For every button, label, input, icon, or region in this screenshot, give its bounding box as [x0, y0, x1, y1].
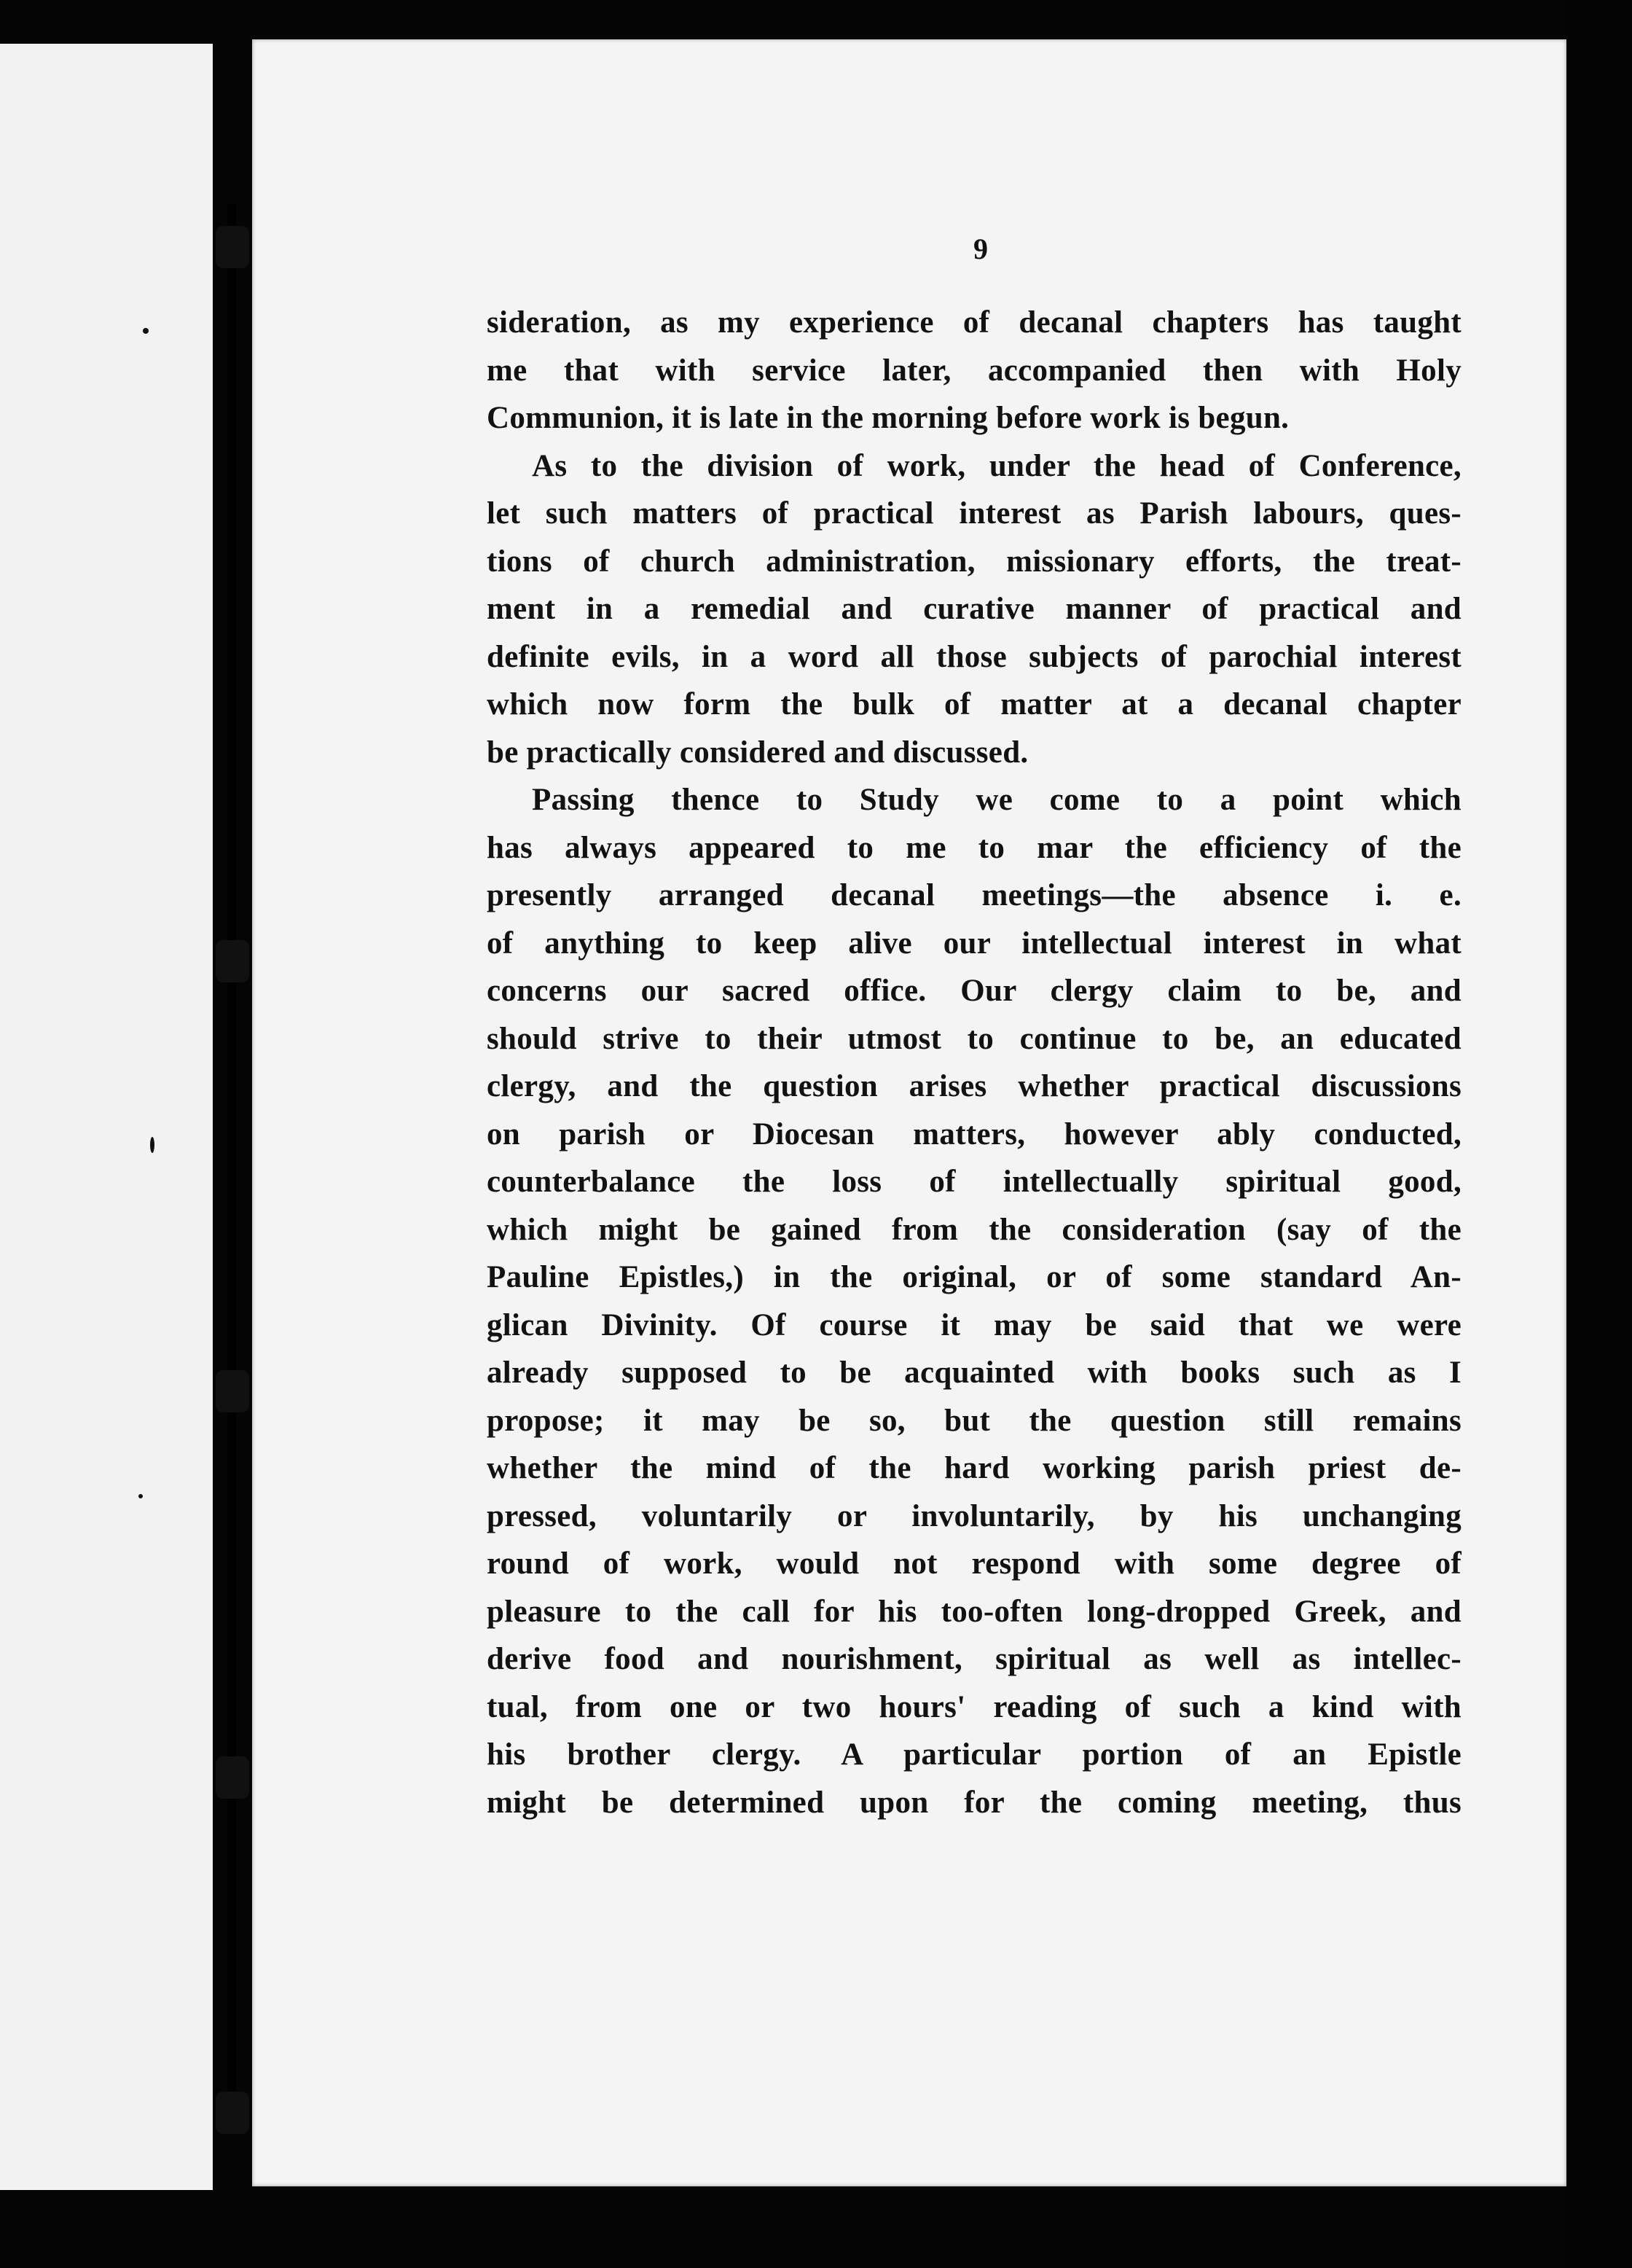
text-line: ment in a remedial and curative manner of practical and [487, 592, 1462, 626]
text-line: me that with service later, accompanied then with Holy [487, 353, 1462, 388]
text-line: on parish or Diocesan matters, however ably conducted, [487, 1117, 1462, 1151]
text-line: pressed, voluntarily or involuntarily, by his unchanging [487, 1498, 1462, 1533]
left-facing-page [0, 44, 213, 2190]
text-line: might be determined upon for the coming meeting, thus [487, 1785, 1462, 1820]
text-line: As to the division of work, under the head of Conference, [532, 448, 1462, 483]
text-line: has always appeared to me to mar the efficiency of the [487, 830, 1462, 865]
ink-speck [150, 1137, 154, 1153]
body-text [487, 299, 1462, 1826]
text-line: derive food and nourishment, spiritual as well as intellec- [487, 1642, 1462, 1676]
binding-stitch [216, 1756, 249, 1799]
binding-stitch [216, 226, 249, 268]
binding-stitch [216, 2092, 249, 2134]
text-line: his brother clergy. A particular portion of an Epistle [487, 1737, 1462, 1772]
page-number: 9 [973, 232, 988, 265]
text-line: be practically considered and discussed. [487, 735, 1029, 770]
text-line: propose; it may be so, but the question still remains [487, 1403, 1462, 1438]
text-line: pleasure to the call for his too-often long-dropped Greek, and [487, 1594, 1462, 1629]
text-line: counterbalance the loss of intellectually spiritual good, [487, 1165, 1462, 1199]
text-line: presently arranged decanal meetings—the absence i. e. [487, 878, 1462, 912]
text-line: tions of church administration, missionary efforts, the treat- [487, 544, 1462, 579]
text-line: Pauline Epistles,) in the original, or of some standard An- [487, 1260, 1462, 1294]
text-line: concerns our sacred office. Our clergy claim to be, and [487, 974, 1462, 1008]
text-line: round of work, would not respond with some degree of [487, 1546, 1462, 1581]
text-line: of anything to keep alive our intellectual interest in what [487, 926, 1462, 961]
binding-stitch [216, 940, 249, 982]
text-line: should strive to their utmost to continue to be, an educated [487, 1021, 1462, 1056]
scan-border [1566, 0, 1632, 2268]
text-line: tual, from one or two hours' reading of such a kind with [487, 1689, 1462, 1724]
text-line: clergy, and the question arises whether practical discussions [487, 1069, 1462, 1103]
text-line: definite evils, in a word all those subjects of parochial interest [487, 639, 1462, 674]
text-line: let such matters of practical interest as Parish labours, ques- [487, 496, 1462, 531]
text-line: Communion, it is late in the morning before work is begun. [487, 401, 1290, 435]
text-line: already supposed to be acquainted with books such as I [487, 1356, 1462, 1390]
ink-speck [138, 1494, 143, 1498]
text-line: sideration, as my experience of decanal chapters has taught [487, 305, 1462, 340]
text-line: which might be gained from the consideration (say of the [487, 1212, 1462, 1247]
text-line: glican Divinity. Of course it may be said that we were [487, 1307, 1462, 1342]
page-binding [213, 204, 252, 2128]
binding-cord [227, 204, 236, 2128]
text-line: Passing thence to Study we come to a point which [532, 783, 1462, 817]
text-line: which now form the bulk of matter at a decanal chapter [487, 687, 1462, 722]
binding-stitch [216, 1370, 249, 1412]
ink-speck [143, 328, 149, 334]
text-line: whether the mind of the hard working parish priest de- [487, 1451, 1462, 1485]
